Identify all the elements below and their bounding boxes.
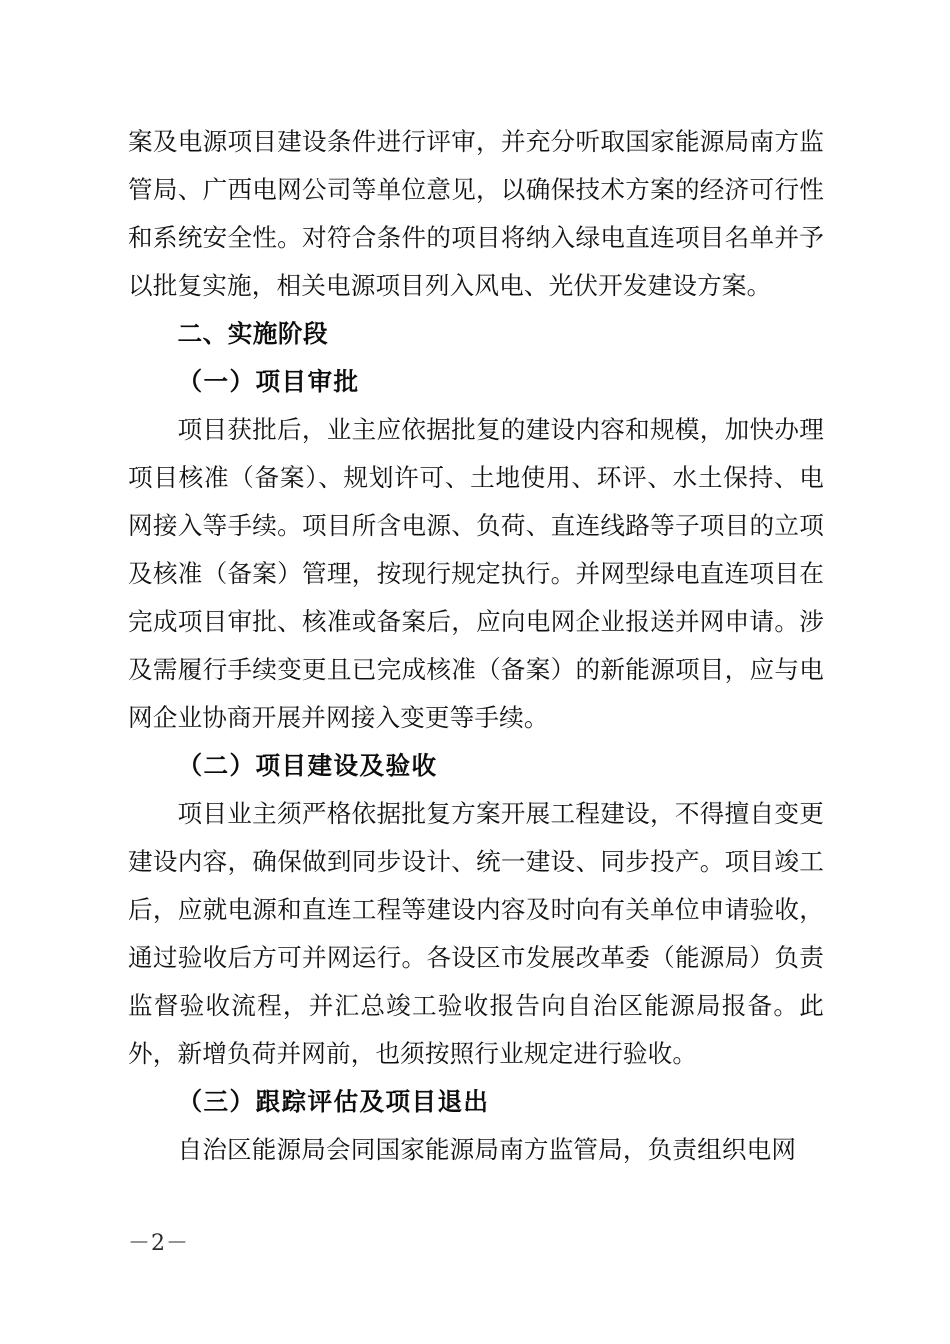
heading-subsection-two: （二）项目建设及验收 (177, 751, 438, 780)
paragraph-project-approval: 项目获批后，业主应依据批复的建设内容和规模，加快办理项目核准（备案）、规划许可、土地使用、环评、水土保持、电网接入等手续。项目所含电源、负荷、直连线路等子项目的立项及核准（备案）管理，按现行规定执行。并网型绿电直连项目在完成项目审批、核准或备案后，应向电网企业报送并网申请。涉及需履行手续变更且已完成核准（备案）的新能源项目，应与电网企业协商开展并网接入变更等手续。 (128, 415, 824, 732)
heading-section-two: 二、实施阶段 (177, 319, 329, 348)
heading-subsection-three: （三）跟踪评估及项目退出 (177, 1087, 490, 1116)
page-number: －2－ (128, 1231, 189, 1256)
heading-subsection-one: （一）项目审批 (177, 367, 360, 396)
paragraph-tracking-evaluation: 自治区能源局会同国家能源局南方监管局，负责组织电网 (177, 1135, 797, 1164)
paragraph-continued: 案及电源项目建设条件进行评审，并充分听取国家能源局南方监管局、广西电网公司等单位意见，以确保技术方案的经济可行性和系统安全性。对符合条件的项目将纳入绿电直连项目名单并予以批复实施，相关电源项目列入风电、光伏开发建设方案。 (128, 127, 824, 300)
paragraph-construction-acceptance: 项目业主须严格依据批复方案开展工程建设，不得擅自变更建设内容，确保做到同步设计、统一建设、同步投产。项目竣工后，应就电源和直连工程等建设内容及时向有关单位申请验收，通过验收后方可并网运行。各设区市发展改革委（能源局）负责监督验收流程，并汇总竣工验收报告向自治区能源局报备。此外，新增负荷并网前，也须按照行业规定进行验收。 (128, 799, 824, 1068)
document-body (128, 118, 824, 1174)
